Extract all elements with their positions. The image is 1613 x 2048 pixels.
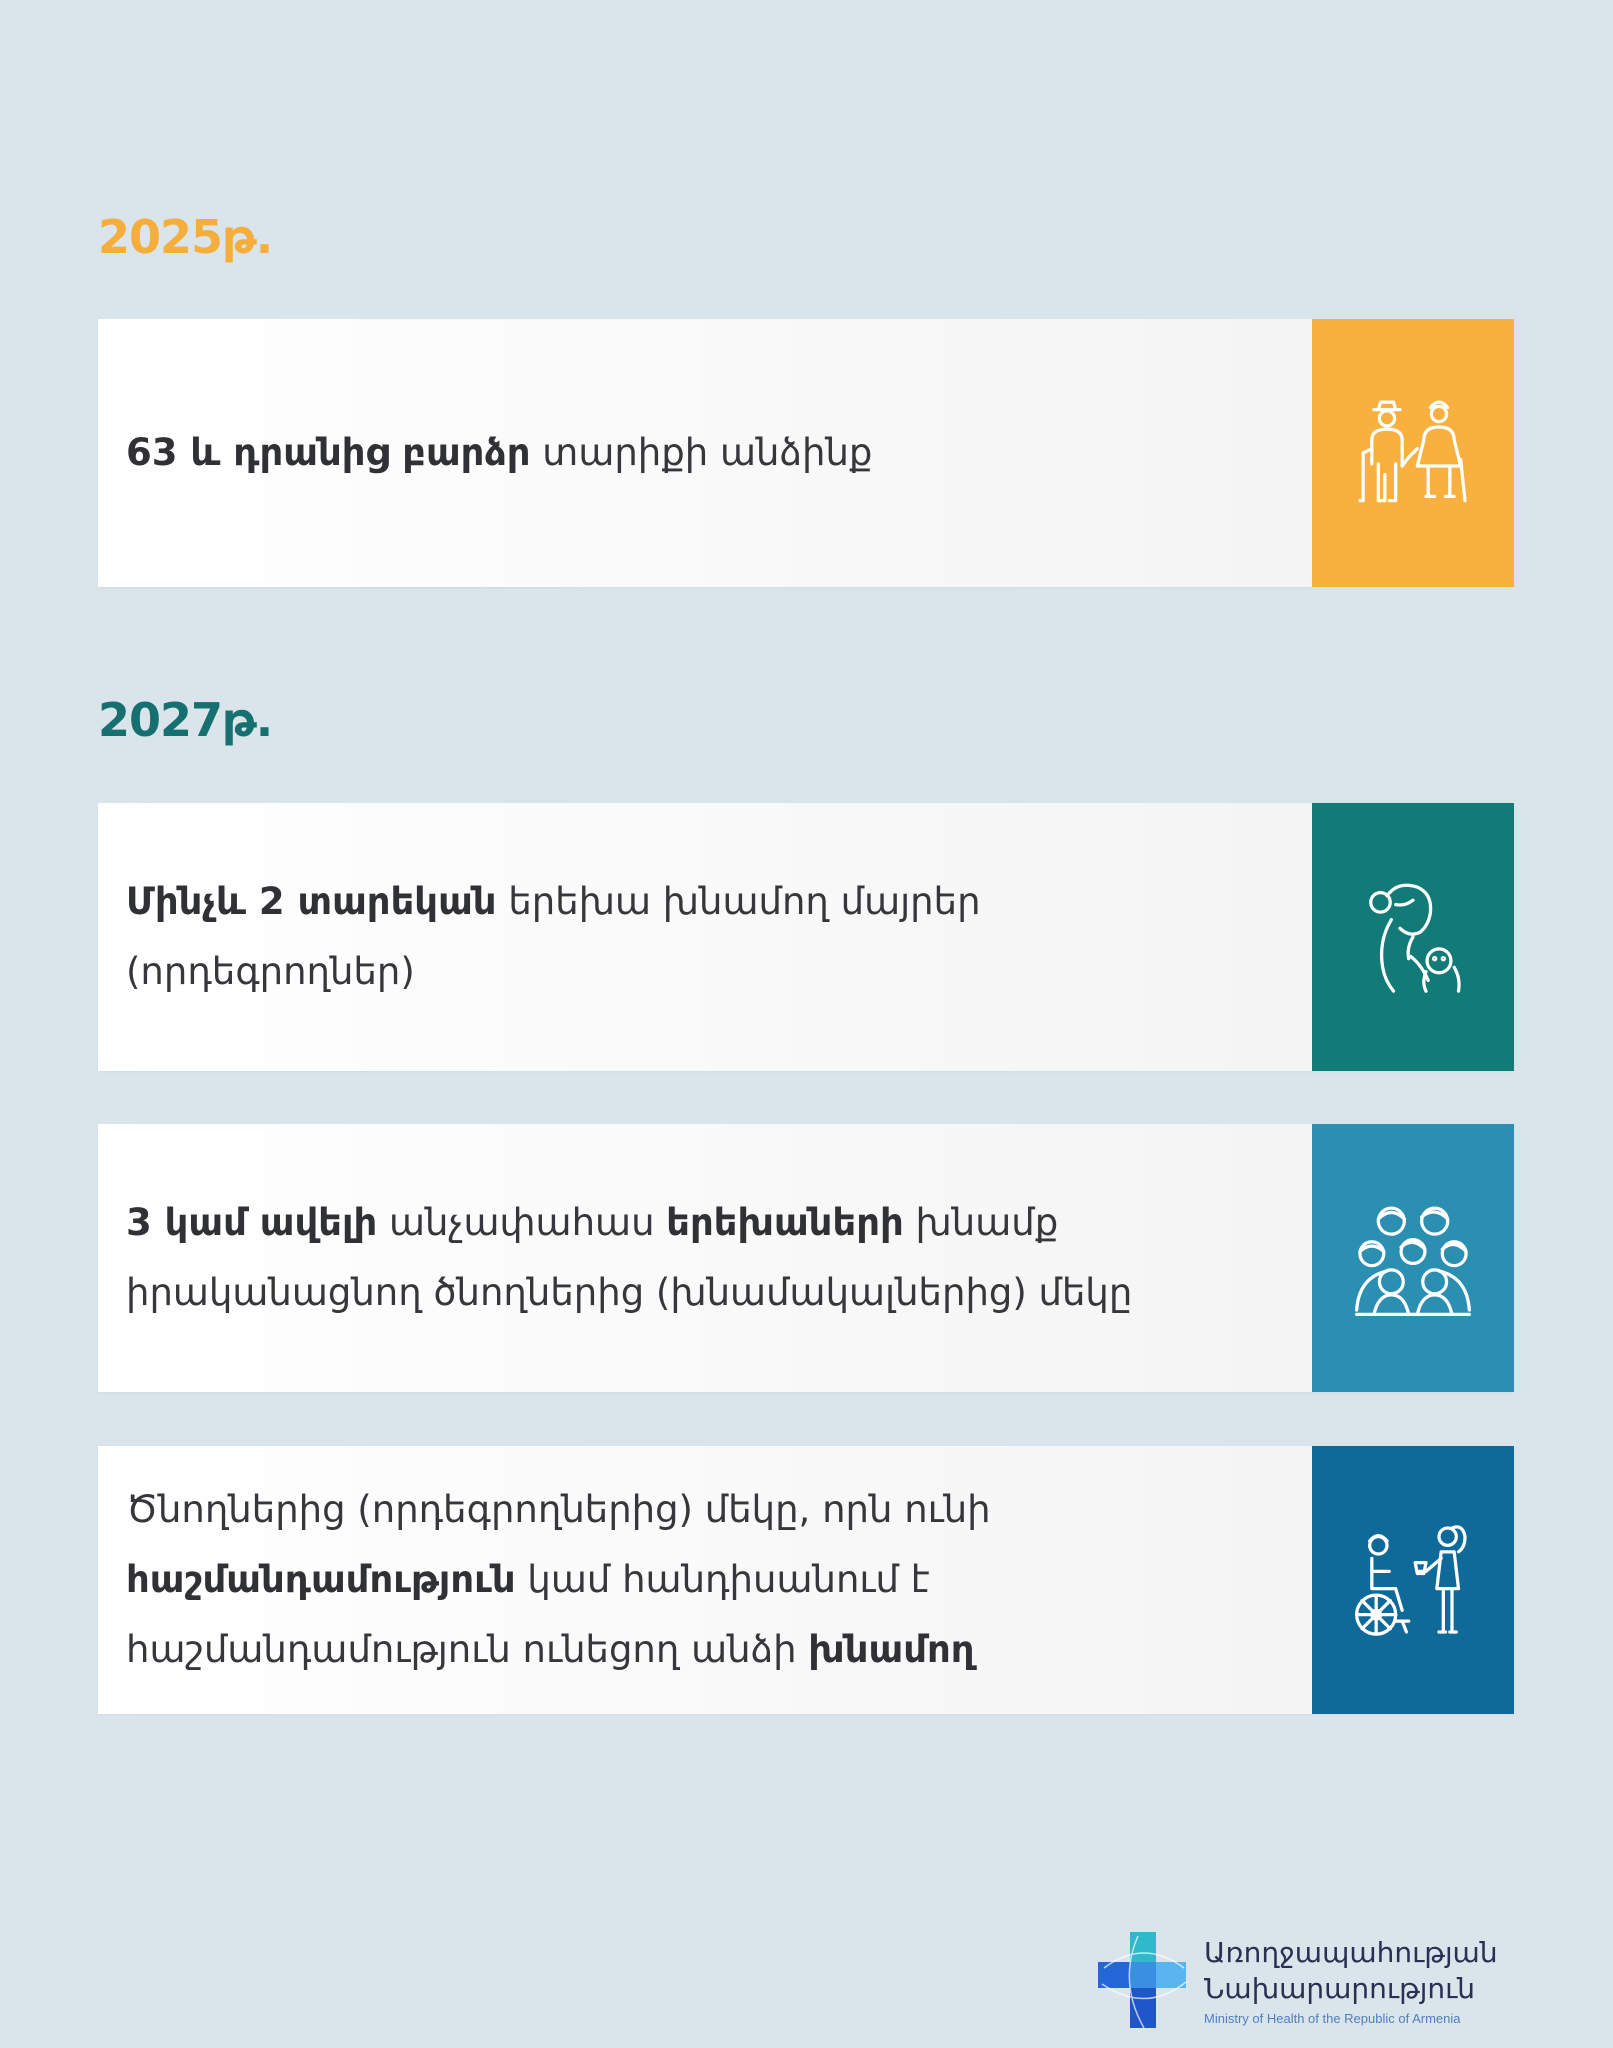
regular-text: հաշմանդամություն ունեցող անձի — [126, 1628, 809, 1671]
card-text-line — [126, 867, 1272, 937]
logo-text — [1204, 1935, 1498, 2026]
wheelchair-caregiver-icon — [1348, 1515, 1478, 1645]
card-text — [98, 319, 1312, 587]
regular-text: տարիքի անձինք — [530, 431, 873, 474]
ministry-logo — [1094, 1928, 1498, 2032]
info-card-disability — [98, 1446, 1514, 1714]
logo-line-3: Ministry of Health of the Republic of Armenia — [1204, 2010, 1461, 2026]
regular-text: կամ հանդիսանում է — [515, 1558, 930, 1601]
card-text-line — [126, 1545, 1272, 1615]
bold-text: Մինչև 2 տարեկան — [126, 880, 497, 923]
bold-text: 3 կամ ավելի — [126, 1201, 378, 1244]
year-heading-2027: 2027թ. — [98, 693, 273, 747]
group-of-children-icon — [1348, 1193, 1478, 1323]
regular-text: Ծնողներից (որդեգրողներից) մեկը, որն ունի — [126, 1488, 991, 1531]
card-text-line — [126, 1615, 1272, 1685]
card-icon-panel — [1312, 1446, 1514, 1714]
info-card-large-families — [98, 1124, 1514, 1392]
info-card-elderly — [98, 319, 1514, 587]
card-icon-panel — [1312, 1124, 1514, 1392]
card-text-line — [126, 418, 1272, 488]
logo-line-1: Առողջապահության — [1204, 1935, 1498, 1969]
elderly-couple-icon — [1348, 388, 1478, 518]
ministry-cross-logo-icon — [1094, 1928, 1192, 2032]
regular-text: անչափահաս — [377, 1201, 667, 1244]
year-heading-2025: 2025թ. — [98, 210, 273, 264]
regular-text: իրականացնող ծնողներից (խնամակալներից) մեկը — [126, 1271, 1133, 1314]
bold-text: խնամող — [808, 1628, 975, 1671]
card-text-line — [126, 1475, 1272, 1545]
card-text-line — [126, 1188, 1272, 1258]
bold-text: երեխաների — [666, 1201, 904, 1244]
info-card-mothers — [98, 803, 1514, 1071]
card-icon-panel — [1312, 319, 1514, 587]
card-text — [98, 803, 1312, 1071]
bold-text: 63 և դրանից բարձր — [126, 431, 531, 474]
card-text — [98, 1446, 1312, 1714]
card-text-line — [126, 937, 1272, 1007]
regular-text: երեխա խնամող մայրեր — [496, 880, 981, 923]
card-text-line — [126, 1258, 1272, 1328]
mother-with-baby-icon — [1348, 872, 1478, 1002]
logo-line-2: Նախարարություն — [1204, 1971, 1476, 2005]
regular-text: խնամք — [903, 1201, 1059, 1244]
card-icon-panel — [1312, 803, 1514, 1071]
card-text — [98, 1124, 1312, 1392]
regular-text: (որդեգրողներ) — [126, 950, 415, 993]
bold-text: հաշմանդամություն — [126, 1558, 516, 1601]
